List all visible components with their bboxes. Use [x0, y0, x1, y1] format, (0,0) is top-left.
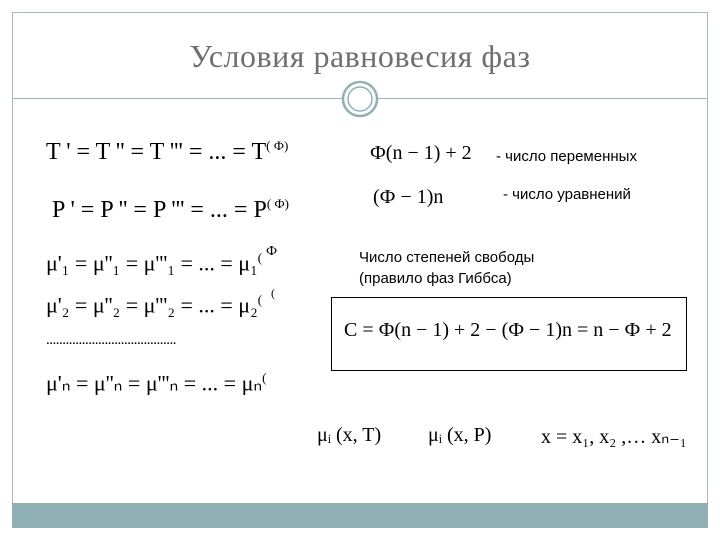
ellipsis-dots: ........................................	[46, 332, 176, 348]
equations-label: - число уравнений	[503, 186, 631, 203]
equation-temperature-sup: ( Ф)	[266, 138, 289, 153]
equation-mun-text: μ'ₙ = μ''ₙ = μ'''ₙ = ... = μₙ	[46, 370, 263, 396]
x-definition: x = x₁, x₂ ,… xₙ₋₁	[541, 426, 687, 448]
equation-mu1	[46, 250, 262, 276]
equation-mu2-sup: (	[257, 292, 263, 307]
equation-pressure	[52, 196, 289, 224]
gibbs-formula: C = Ф(n − 1) + 2 − (Ф − 1)n = n − Ф + 2	[344, 319, 672, 341]
slide-title: Условия равновесия фаз	[189, 38, 531, 74]
equation-mu1-sup: (	[257, 250, 263, 265]
equation-mu2-trail: (	[271, 286, 275, 300]
dof-label-line2: (правило фаз Гиббса)	[359, 270, 512, 287]
equation-mu2-text: μ'₂ = μ''₂ = μ'''₂ = ... = μ₂	[46, 292, 258, 318]
equation-pressure-text: P ' = P '' = P ''' = ... = P	[52, 197, 267, 223]
equation-mun-sup: (	[262, 370, 267, 385]
equation-temperature	[46, 138, 288, 166]
equation-mu2	[46, 292, 262, 318]
equation-mu1-text: μ'₁ = μ''₁ = μ'''₁ = ... = μ₁	[46, 250, 258, 276]
slide-bottom-bar	[12, 503, 708, 528]
equation-pressure-sup: ( Ф)	[266, 196, 289, 211]
dof-label-line1: Число степеней свободы	[359, 249, 535, 266]
equation-mun	[46, 370, 267, 396]
equation-temperature-text: T ' = T '' = T ''' = ... = T	[46, 139, 267, 165]
equation-mu1-phi: Ф	[266, 244, 278, 259]
variables-label: - число переменных	[496, 148, 637, 165]
title-ring-icon	[338, 80, 382, 118]
mu-x-t: μᵢ (x, T)	[317, 424, 382, 446]
variables-formula: Ф(n − 1) + 2	[370, 142, 472, 164]
equations-formula: (Ф − 1)n	[373, 186, 444, 208]
mu-x-p: μᵢ (x, P)	[428, 424, 492, 446]
